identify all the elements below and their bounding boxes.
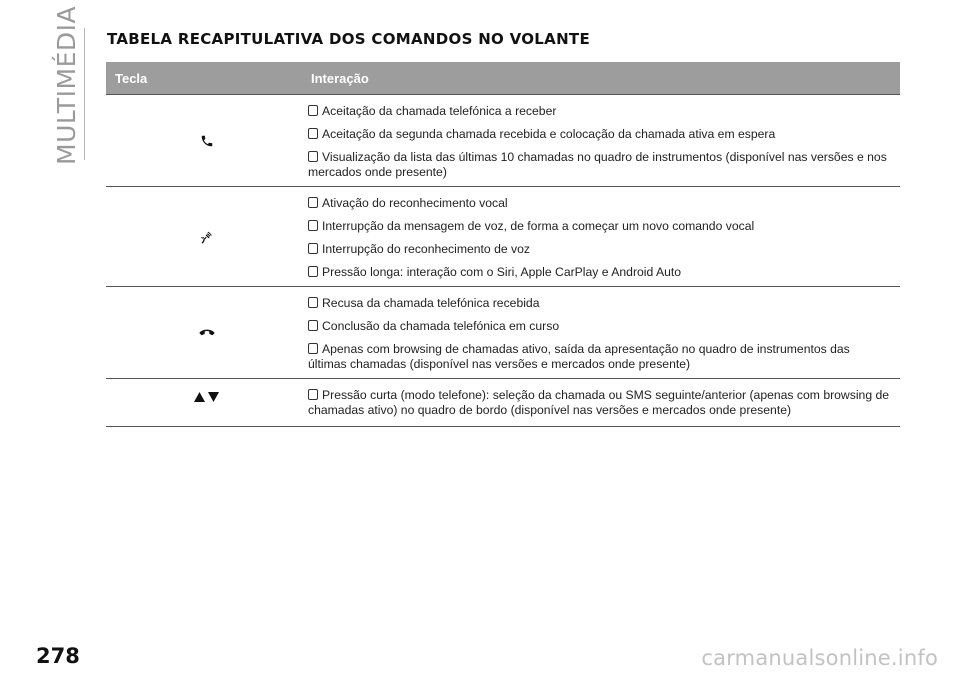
checkbox-bullet-icon — [308, 343, 318, 354]
list-item: Interrupção do reconhecimento de voz — [308, 242, 890, 257]
list-item: Recusa da chamada telefónica recebida — [308, 296, 890, 311]
key-cell — [106, 287, 308, 378]
checkbox-bullet-icon — [308, 389, 318, 400]
checkbox-bullet-icon — [308, 243, 318, 254]
header-interaction: Interação — [311, 70, 369, 86]
phone-hangup-icon — [199, 328, 215, 338]
list-item: Ativação do reconhecimento vocal — [308, 196, 890, 211]
checkbox-bullet-icon — [308, 151, 318, 162]
list-item: Aceitação da segunda chamada recebida e colocação da chamada ativa em espera — [308, 127, 890, 142]
key-cell — [106, 187, 308, 286]
section-label: MULTIMÉDIA — [52, 5, 81, 165]
list-item: Pressão longa: interação com o Siri, Apple CarPlay e Android Auto — [308, 265, 890, 280]
list-item: Conclusão da chamada telefónica em curso — [308, 319, 890, 334]
phone-accept-icon — [200, 134, 214, 148]
checkbox-bullet-icon — [308, 197, 318, 208]
interaction-cell — [308, 95, 900, 186]
key-cell — [106, 379, 308, 426]
table-row — [106, 187, 900, 287]
table-row — [106, 95, 900, 187]
up-down-arrows-icon — [194, 391, 220, 403]
list-item: Aceitação da chamada telefónica a receber — [308, 104, 890, 119]
checkbox-bullet-icon — [308, 105, 318, 116]
checkbox-bullet-icon — [308, 266, 318, 277]
list-item: Visualização da lista das últimas 10 chamadas no quadro de instrumentos (disponível nas versões e nos mercados onde presente) — [308, 150, 887, 179]
table-header — [106, 62, 900, 95]
list-item: Interrupção da mensagem de voz, de forma a começar um novo comando vocal — [308, 219, 890, 234]
checkbox-bullet-icon — [308, 297, 318, 308]
interaction-cell — [308, 287, 900, 378]
interaction-cell — [308, 187, 900, 286]
watermark: carmanualsonline.info — [701, 646, 938, 670]
checkbox-bullet-icon — [308, 220, 318, 231]
header-key: Tecla — [115, 70, 148, 86]
interaction-cell — [308, 379, 900, 426]
section-divider — [84, 28, 85, 160]
list-item: Apenas com browsing de chamadas ativo, saída da apresentação no quadro de instrumentos das últimas chamadas (disponível nas versões e mercados onde presente) — [308, 342, 850, 371]
page-title: TABELA RECAPITULATIVA DOS COMANDOS NO VOLANTE — [107, 30, 591, 48]
list-item: Pressão curta (modo telefone): seleção da chamada ou SMS seguinte/anterior (apenas com browsing de chamadas ativo) no quadro de bordo (disponível nas versões e mercados onde presente) — [308, 388, 890, 417]
key-cell — [106, 95, 308, 186]
page-number: 278 — [36, 644, 80, 668]
voice-command-icon — [200, 230, 214, 244]
table-row — [106, 287, 900, 379]
commands-table — [106, 62, 900, 427]
checkbox-bullet-icon — [308, 128, 318, 139]
checkbox-bullet-icon — [308, 320, 318, 331]
table-row — [106, 379, 900, 427]
